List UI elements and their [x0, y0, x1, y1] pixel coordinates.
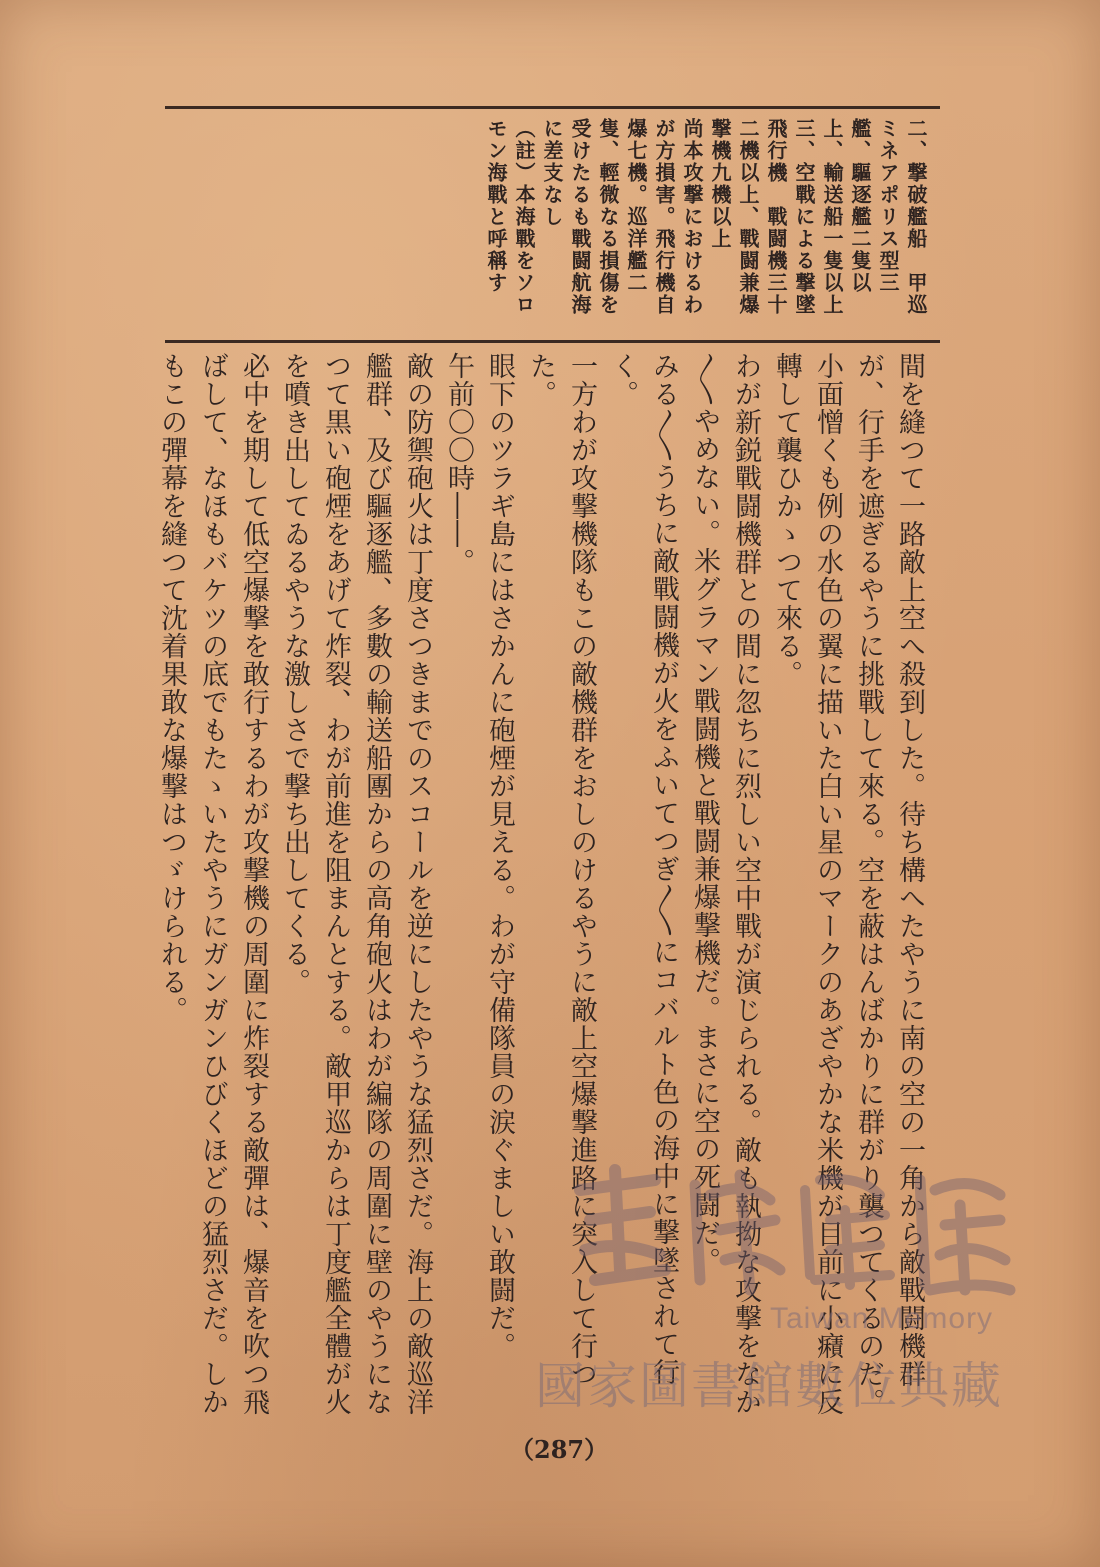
body-paragraph: 午前〇〇時――。 — [443, 352, 474, 576]
sidebar-notes-box — [470, 118, 930, 334]
body-paragraph: みる〳〵うちに敵戰闘機が火をふいてつぎ〳〵にコバルト色の海中に撃墜されて行く。 — [607, 352, 679, 1386]
main-body-text — [156, 352, 930, 1422]
note-paragraph: （註）本海戰をソロモン海戰と呼稱す — [484, 118, 536, 316]
body-paragraph: 眼下のツラギ島にはさかんに砲煙が見える。わが守備隊員の涙ぐましい敢闘だ。 — [484, 352, 515, 1360]
page-number: （287） — [510, 1435, 609, 1464]
body-paragraph: 間を縫つて一路敵上空へ殺到した。待ち構へたやうに南の空の一角から敵戰闘機群が、行手を遮ぎるやうに挑戰して來る。空を蔽はんばかりに群がり襲つてくるのだ。 — [853, 352, 925, 1416]
top-rule — [165, 106, 940, 109]
note-paragraph: 尚本攻撃におけるわが方損害。飛行機自爆七機。巡洋艦二隻、輕微なる損傷を受けたるも戰闘航海に差支なし — [540, 118, 704, 316]
body-paragraph: 必中を期して低空爆撃を敢行するわが攻撃機の周圍に炸裂する敵彈は、爆音を吹つ飛ばして、なほもバケツの底でもたゝいたやうにガンガンひびくほどの猛烈さだ。しかもこの彈幕を縫つて沈着果敢な爆撃はつゞけられる。 — [156, 352, 269, 1416]
watermark-english: Taiwan Memory — [770, 1302, 994, 1335]
note-paragraph: 三、空戰による撃墜飛行機 戰闘機三十二機以上、戰闘兼爆撃機九機以上 — [708, 118, 816, 316]
middle-rule — [165, 340, 940, 343]
body-paragraph: 小面憎くも例の水色の翼に描いた白い星のマークのあざやかな米機が目前に小癪に反轉して襲ひかゝつて來る。 — [771, 352, 843, 1416]
watermark-chinese: 國家圖書館數位典藏 — [535, 1357, 1003, 1415]
body-paragraph: 一方わが攻撃機隊もこの敵機群をおしのけるやうに敵上空爆撃進路に突入して行つた。 — [525, 352, 597, 1388]
body-paragraph: 敵の防禦砲火は丁度さつきまでのスコールを逆にしたやうな猛烈さだ。海上の敵巡洋艦群、及び驅逐艦、多數の輸送船團からの高角砲火はわが編隊の周圍に壁のやうになつて黒い砲煙をあげて炸裂、わが前進を阻まんとする。敵甲巡からは丁度艦全體が火を噴き出してゐるやうな激しさで撃ち出してくる。 — [279, 352, 433, 1416]
note-paragraph: 二、撃破艦船 甲巡ミネアポリス型三艦、驅逐艦二隻以上、輸送船一隻以上 — [820, 118, 928, 316]
body-paragraph: わが新鋭戰闘機群との間に忽ちに烈しい空中戰が演じられる。敵も執拗な攻撃をなか〳〵やめない。米グラマン戰闘機と戰闘兼爆撃機だ。まさに空の死闘だ。 — [689, 352, 761, 1416]
